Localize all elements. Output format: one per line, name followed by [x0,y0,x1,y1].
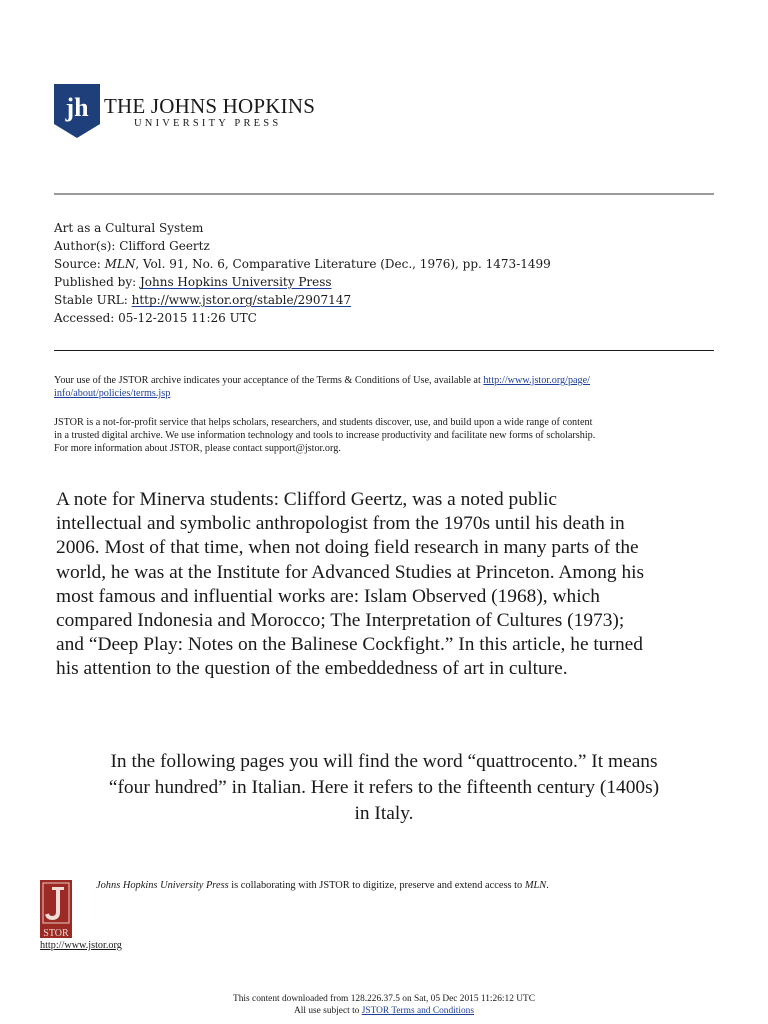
note-line: his attention to the question of the embeddedness of art in culture. [56,658,568,680]
jhu-press-logo [54,84,316,144]
jstor-home-link[interactable]: http://www.jstor.org [40,940,122,951]
note-line: 2006. Most of that time, when not doing field research in many parts of the [56,537,639,559]
publisher-link[interactable]: Johns Hopkins University Press [139,275,332,289]
citation-divider [54,350,714,351]
article-stable-url: Stable URL: http://www.jstor.org/stable/2907147 [54,293,352,307]
note-line: compared Indonesia and Morocco; The Interpretation of Cultures (1973); [56,610,625,632]
terms-conditions-link[interactable]: JSTOR Terms and Conditions [361,1005,474,1016]
publisher-subtitle: UNIVERSITY PRESS [134,118,282,129]
terms-link-cont[interactable]: info/about/policies/terms.jsp [54,388,171,400]
header-divider [54,193,714,195]
publisher-name: THE JOHNS HOPKINS [104,94,316,118]
quattro-line: in Italy. [354,803,414,824]
download-notice [0,994,768,1017]
quattro-line: “four hundred” in Italian. Here it refers to the fifteenth century (1400s) [108,777,660,798]
note-line: intellectual and symbolic anthropologist from the 1970s until his death in [56,513,625,535]
quattro-line: In the following pages you will find the word “quattrocento.” It means [110,751,658,772]
terms-notice: Your use of the JSTOR archive indicates your acceptance of the Terms & Conditions of Use, available at http://www.jstor.org/page/ info/about/policies/terms.jsp [54,375,591,400]
jstor-logo[interactable] [40,880,72,938]
citation-block [54,219,714,327]
jstor-logo-icon [40,880,72,938]
quattrocento-note [40,749,728,827]
article-publisher: Published by: Johns Hopkins University Press [54,275,332,289]
jhu-shield-icon [54,84,100,138]
use-line: All use subject to JSTOR Terms and Conditions [294,1005,474,1016]
jhu-monogram: jh [65,93,89,122]
note-line: most famous and influential works are: Islam Observed (1968), which [56,585,600,607]
about-jstor-notice: JSTOR is a not-for-profit service that helps scholars, researchers, and students discover, use, and build upon a wide range of content in a trusted digital archive. We use information technology and tools to increase productivity and facilitate new forms of scholarship. For more information about JSTOR, please contact support@jstor.org. [54,417,596,455]
minerva-note [56,488,716,682]
stable-url-link[interactable]: http://www.jstor.org/stable/2907147 [131,293,352,307]
terms-link[interactable]: http://www.jstor.org/page/ [483,375,591,386]
note-line: and “Deep Play: Notes on the Balinese Cockfight.” In this article, he turned [56,634,643,656]
article-accessed: Accessed: 05-12-2015 11:26 UTC [54,311,257,325]
note-line: A note for Minerva students: Clifford Geertz, was a noted public [56,489,557,510]
download-line: This content downloaded from 128.226.37.5 on Sat, 05 Dec 2015 11:26:12 UTC [233,994,535,1004]
note-line: world, he was at the Institute for Advanced Studies at Princeton. Among his [56,561,645,583]
article-authors: Author(s): Clifford Geertz [54,239,210,253]
article-source: Source: MLN, Vol. 91, No. 6, Comparative Literature (Dec., 1976), pp. 1473-1499 [54,257,551,271]
jstor-logo-text: STOR [43,928,69,938]
collaboration-statement: Johns Hopkins University Press is collaborating with JSTOR to digitize, preserve and extend access to MLN. [96,880,549,891]
article-title: Art as a Cultural System [54,221,204,235]
